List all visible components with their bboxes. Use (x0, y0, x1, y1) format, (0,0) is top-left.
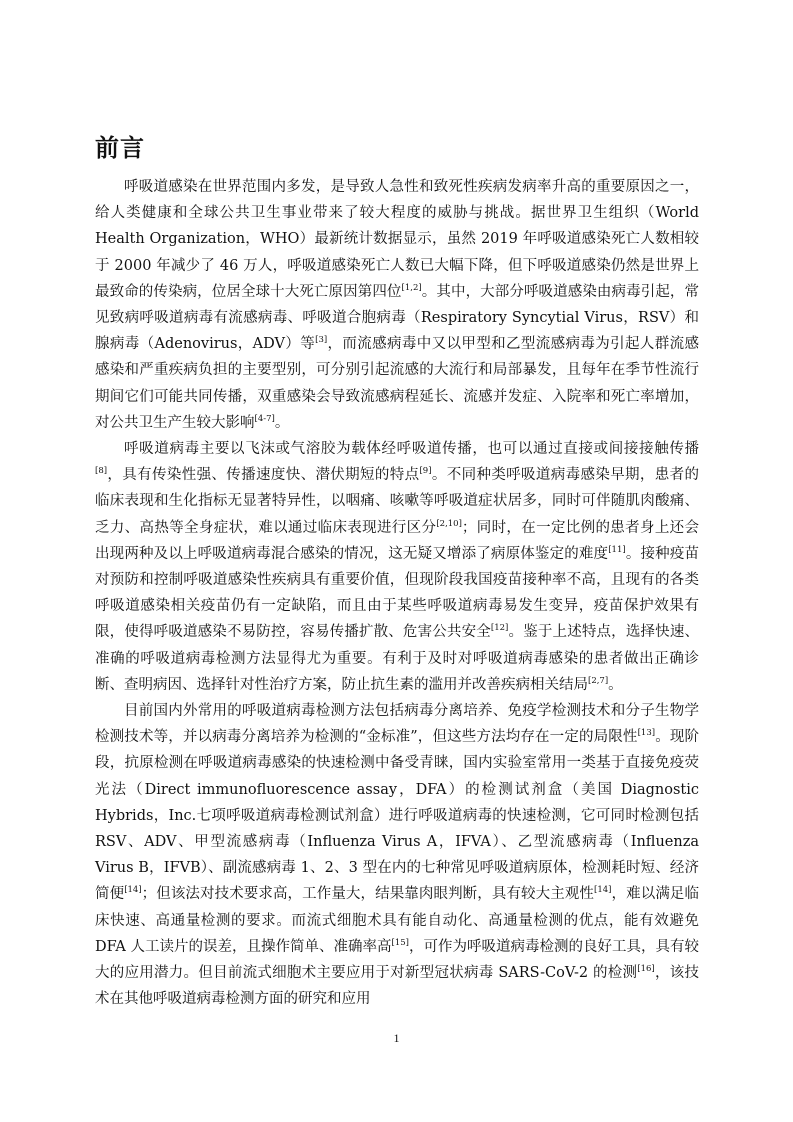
paragraph (95, 436, 699, 698)
citation-ref: [15] (391, 937, 409, 948)
page-number: 1 (393, 1031, 400, 1045)
citation-ref: [14] (594, 885, 612, 896)
section-heading: 前言 (95, 134, 145, 162)
paragraph (95, 174, 699, 436)
text-run: ，难以满足临床快速、高通量检测的要求。而流式细胞术具有能自动化、高通量检测的优点，能有效避免 DFA 人工读片的误差，且操作简单、准确率高 (95, 886, 700, 955)
text-run: 。不同种类呼吸道病毒感染早期，患者的临床表现和生化指标无显著特异性，以咽痛、咳嗽等呼吸道症状居多，同时可伴随肌肉酸痛、乏力、高热等全身症状，难以通过临床表现进行区分 (95, 467, 699, 536)
text-run: ；同时，在一定比例的患者身上还会出现两种及以上呼吸道病毒混合感染的情况，这无疑又增添了病原体鉴定的难度 (95, 519, 700, 562)
citation-ref: [12] (490, 623, 509, 634)
text-run: 。现阶段，抗原检测在呼吸道病毒感染的快速检测中备受青睐，国内实验室常用一类基于直接免疫荧光法（Direct immunofluorescence assay，DFA）的检测试剂盒（美国 Diagnostic Hybrids，Inc.七项呼吸道病毒检测试剂盒）进行呼吸道病毒的快速检测，它可同时检测包括 RSV、ADV、甲型流感病毒（Influenza Virus A，IFVA）、乙型流感病毒（Influenza Virus B，IFVB）、副流感病毒 1、2、3 型在内的七种常见呼吸道病原体，检测耗时短、经济简便 (95, 729, 700, 903)
citation-ref: [14] (124, 885, 142, 896)
text-run: 。其中，大部分呼吸道感染由病毒引起，常见致病呼吸道病毒有流感病毒、呼吸道合胞病毒（Respiratory Syncytial Virus，RSV）和腺病毒（Adenovirus，ADV）等 (95, 283, 700, 353)
citation-ref: [4-7] (254, 413, 275, 424)
text-run: 。接种疫苗对预防和控制呼吸道感染性疾病具有重要价值，但现阶段我国疫苗接种率不高，且现有的各类呼吸道感染相关疫苗仍有一定缺陷，而且由于某些呼吸道病毒易发生变异，疫苗保护效果有限，使得呼吸道感染不易防控，容易传播扩散、危害公共安全 (95, 545, 700, 641)
text-run: ；但该法对技术要求高，工作量大，结果靠肉眼判断，具有较大主观性 (141, 886, 594, 903)
text-run: 。鉴于上述特点，选择快速、准确的呼吸道病毒检测方法显得尤为重要。有利于及时对呼吸道病毒感染的患者做出正确诊断、查明病因、选择针对性治疗方案，防止抗生素的滥用并改善疾病相关结局 (95, 624, 700, 693)
citation-ref: [9] (419, 466, 432, 477)
citation-ref: [13] (637, 728, 656, 739)
paragraph (95, 698, 699, 1012)
citation-ref: [2,10] (436, 518, 462, 529)
text-run: ，可作为呼吸道病毒检测的良好工具，具有较大的应用潜力。但目前流式细胞术主要应用于对新型冠状病毒 SARS-CoV-2 的检测 (95, 938, 699, 982)
text-run: 。 (608, 676, 623, 693)
citation-ref: [8] (95, 466, 108, 477)
text-run: ，具有传染性强、传播速度快、潜伏期短的特点 (107, 467, 420, 484)
text-run: ，该技术在其他呼吸道病毒检测方面的研究和应用 (95, 965, 699, 1008)
text-run: ，而流感病毒中又以甲型和乙型流感病毒为引起人群流感感染和严重疾病负担的主要型别，可分别引起流感的大流行和局部暴发，且每年在季节性流行期间它们可能共同传播，双重感染会导致流感病程延长、流感并发症、入院率和死亡率增加，对公共卫生产生较大影响 (95, 336, 699, 431)
citation-ref: [11] (608, 544, 626, 555)
body-text (95, 174, 699, 1013)
citation-ref: [16] (637, 964, 655, 975)
citation-ref: [1,2] (401, 282, 422, 293)
citation-ref: [2,7] (588, 675, 609, 686)
text-run: 。 (274, 414, 290, 431)
citation-ref: [3] (315, 335, 328, 346)
text-run: 呼吸道感染在世界范围内多发，是导致人急性和致死性疾病发病率升高的重要原因之一，给人类健康和全球公共卫生事业带来了较大程度的威胁与挑战。据世界卫生组织（World Health Organization，WHO）最新统计数据显示，虽然 2019 年呼吸道感染死亡人数相较于 2000 年减少了 46 万人，呼吸道感染死亡人数已大幅下降，但下呼吸道感染仍然是世界上最致命的传染病，位居全球十大死亡原因第四位 (95, 179, 699, 300)
text-run: 目前国内外常用的呼吸道病毒检测方法包括病毒分离培养、免疫学检测技术和分子生物学检测技术等，并以病毒分离培养为检测的“金标准”，但这些方法均存在一定的局限性 (95, 703, 699, 746)
page-body (95, 128, 699, 1013)
text-run: 呼吸道病毒主要以飞沫或气溶胶为载体经呼吸道传播，也可以通过直接或间接接触传播 (124, 441, 699, 458)
